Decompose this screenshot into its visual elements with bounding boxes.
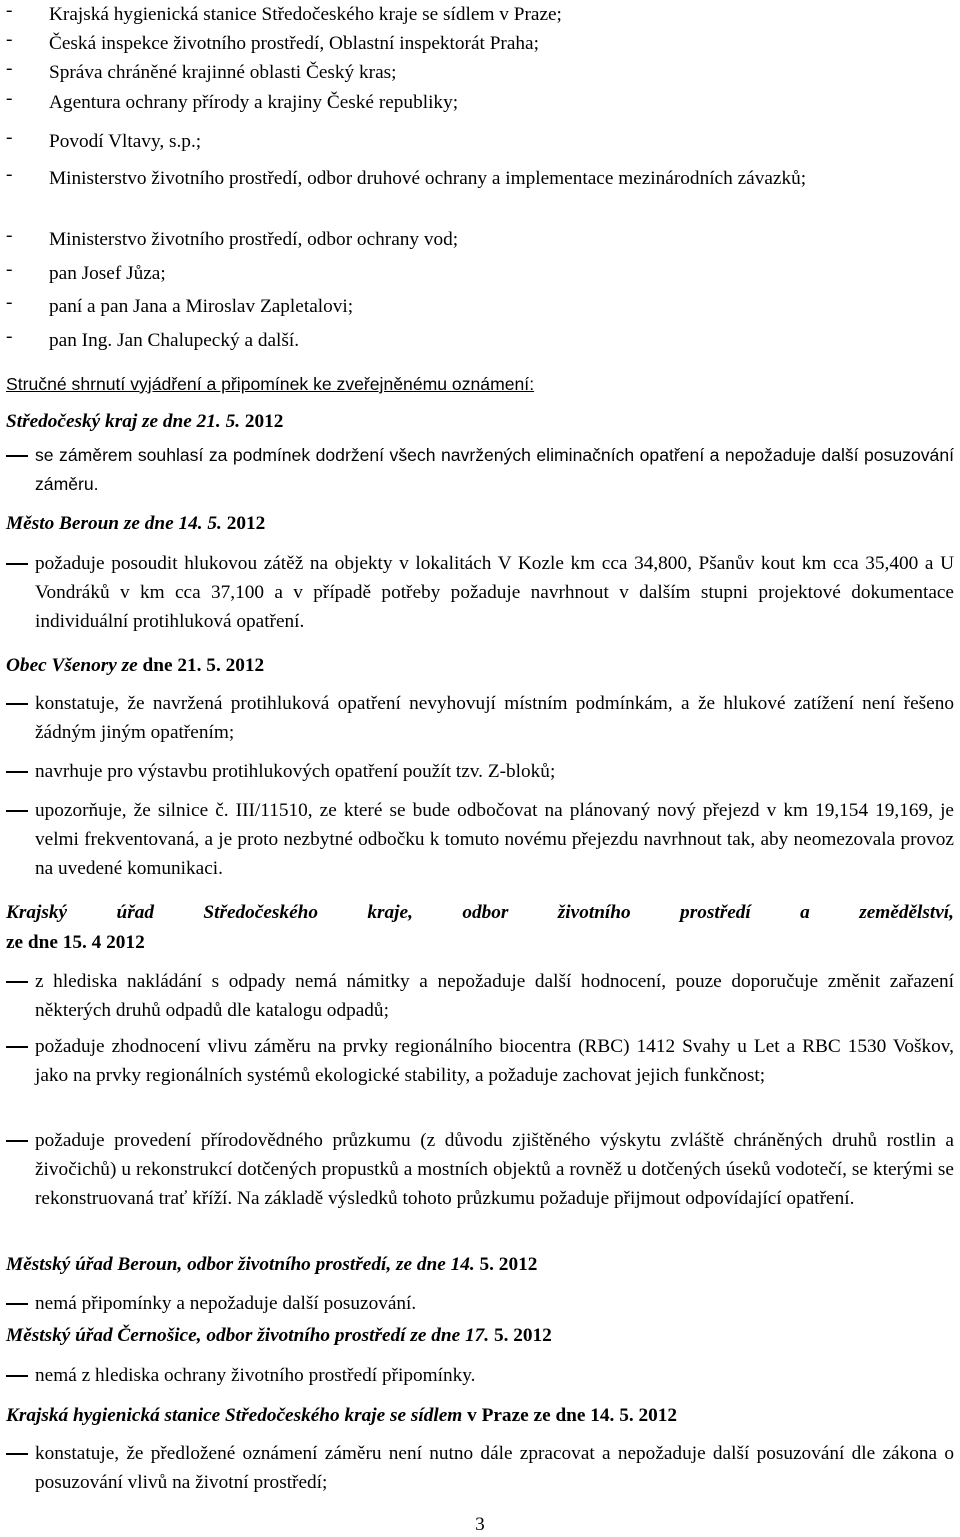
list-item-text: pan Josef Jůza; xyxy=(49,263,166,284)
comment-item: z hlediska nakládání s odpady nemá námitky a nepožaduje další hodnocení, pouze doporučuje změnit zařazení některých druhů odpadů dle katalogu odpadů; xyxy=(6,967,954,1025)
dash-marker xyxy=(6,771,28,773)
list-marker: - xyxy=(6,58,13,79)
dash-marker xyxy=(6,810,28,812)
list-item xyxy=(6,58,954,87)
comment-item: nemá z hlediska ochrany životního prostředí připomínky. xyxy=(6,1361,954,1390)
section-heading: Krajská hygienická stanice Středočeského kraje se sídlem v Praze ze dne 14. 5. 2012 xyxy=(6,1405,678,1426)
list-marker: - xyxy=(6,127,13,148)
dash-marker xyxy=(6,455,28,457)
dash-marker xyxy=(6,981,28,983)
list-item xyxy=(6,29,954,58)
list-item xyxy=(6,164,954,193)
section-heading: Město Beroun ze dne 14. 5. 2012 xyxy=(6,513,266,534)
comment-item: požaduje posoudit hlukovou zátěž na objekty v lokalitách V Kozle km cca 34,800, Pšanův kout km cca 35,400 a U Vondráků v km cca 37,100 a v případě potřeby požaduje navrhnout v dalším stupni projektové dokumentace individuální protihluková opatření. xyxy=(6,549,954,636)
dash-marker xyxy=(6,1375,28,1377)
list-item xyxy=(6,225,954,254)
list-item-text: Správa chráněné krajinné oblasti Český kras; xyxy=(49,62,397,83)
comment-item: konstatuje, že navržená protihluková opatření nevyhovují místním podmínkám, a že hlukové zatížení není řešeno žádným jiným opatřením; xyxy=(6,689,954,747)
section-heading: Městský úřad Beroun, odbor životního prostředí, ze dne 14. 5. 2012 xyxy=(6,1254,538,1275)
list-item-text: Česká inspekce životního prostředí, Oblastní inspektorát Praha; xyxy=(49,33,539,54)
section-heading: Krajský úřad Středočeského kraje, odbor životního prostředí a zemědělství, xyxy=(6,902,954,923)
summary-heading: Stručné shrnutí vyjádření a připomínek ke zveřejněnému oznámení: xyxy=(6,374,535,394)
list-marker: - xyxy=(6,0,13,21)
list-marker: - xyxy=(6,88,13,109)
dash-marker xyxy=(6,563,28,565)
list-item-text: Agentura ochrany přírody a krajiny České republiky; xyxy=(49,92,459,113)
list-item-text: paní a pan Jana a Miroslav Zapletalovi; xyxy=(49,296,354,317)
list-item-text: Ministerstvo životního prostředí, odbor ochrany vod; xyxy=(49,229,459,250)
dash-marker xyxy=(6,1453,28,1455)
list-marker: - xyxy=(6,259,13,280)
section-heading: Obec Všenory ze dne 21. 5. 2012 xyxy=(6,655,265,676)
list-item-text: pan Ing. Jan Chalupecký a další. xyxy=(49,330,300,351)
comment-item: navrhuje pro výstavbu protihlukových opatření použít tzv. Z-bloků; xyxy=(6,757,954,786)
page-number: 3 xyxy=(475,1514,485,1535)
comment-item: konstatuje, že předložené oznámení záměru není nutno dále zpracovat a nepožaduje další posuzování dle zákona o posuzování vlivů na životní prostředí; xyxy=(6,1439,954,1497)
dash-marker xyxy=(6,1140,28,1142)
list-marker: - xyxy=(6,29,13,50)
list-item-text: Ministerstvo životního prostředí, odbor druhové ochrany a implementace mezinárodních závazků; xyxy=(49,168,807,189)
comment-item: nemá připomínky a nepožaduje další posuzování. xyxy=(6,1289,954,1318)
dash-marker xyxy=(6,1046,28,1048)
list-marker: - xyxy=(6,225,13,246)
list-item-text: Povodí Vltavy, s.p.; xyxy=(49,131,202,152)
list-item-text: Krajská hygienická stanice Středočeského kraje se sídlem v Praze; xyxy=(49,4,562,25)
list-item xyxy=(6,127,954,156)
section-heading: Středočeský kraj ze dne 21. 5. 2012 xyxy=(6,411,284,432)
list-item xyxy=(6,259,954,288)
list-item xyxy=(6,0,954,29)
comment-item: upozorňuje, že silnice č. III/11510, ze které se bude odbočovat na plánovaný nový přejezd v km 19,154 19,169, je velmi frekventovaná, a je proto nezbytné odbočku k tomuto novému přejezdu navrhnout tak, aby neomezovala provoz na uvedené komunikaci. xyxy=(6,796,954,883)
section-heading-date: ze dne 15. 4 2012 xyxy=(6,932,145,953)
comment-item: požaduje provedení přírodovědného průzkumu (z důvodu zjištěného výskytu zvláště chráněných druhů rostlin a živočichů) u rekonstrukcí dotčených propustků a mostních objektů a rovněž u dotčených úseků vodotečí, se kterými se rekonstruovaná trať kříží. Na základě výsledků tohoto průzkumu požaduje přijmout odpovídající opatření. xyxy=(6,1126,954,1213)
dash-marker xyxy=(6,703,28,705)
list-marker: - xyxy=(6,292,13,313)
dash-marker xyxy=(6,1303,28,1305)
comment-item: požaduje zhodnocení vlivu záměru na prvky regionálního biocentra (RBC) 1412 Svahy u Let a RBC 1530 Voškov, jako na prvky regionálních systémů ekologické stability, a požaduje zachovat jejich funkčnost; xyxy=(6,1032,954,1090)
list-item xyxy=(6,88,954,117)
list-item xyxy=(6,292,954,321)
list-marker: - xyxy=(6,326,13,347)
list-item xyxy=(6,326,954,355)
comment-item: se záměrem souhlasí za podmínek dodržení všech navržených eliminačních opatření a nepožaduje další posuzování záměru. xyxy=(6,441,954,499)
list-marker: - xyxy=(6,164,13,185)
section-heading: Městský úřad Černošice, odbor životního prostředí ze dne 17. 5. 2012 xyxy=(6,1325,552,1346)
